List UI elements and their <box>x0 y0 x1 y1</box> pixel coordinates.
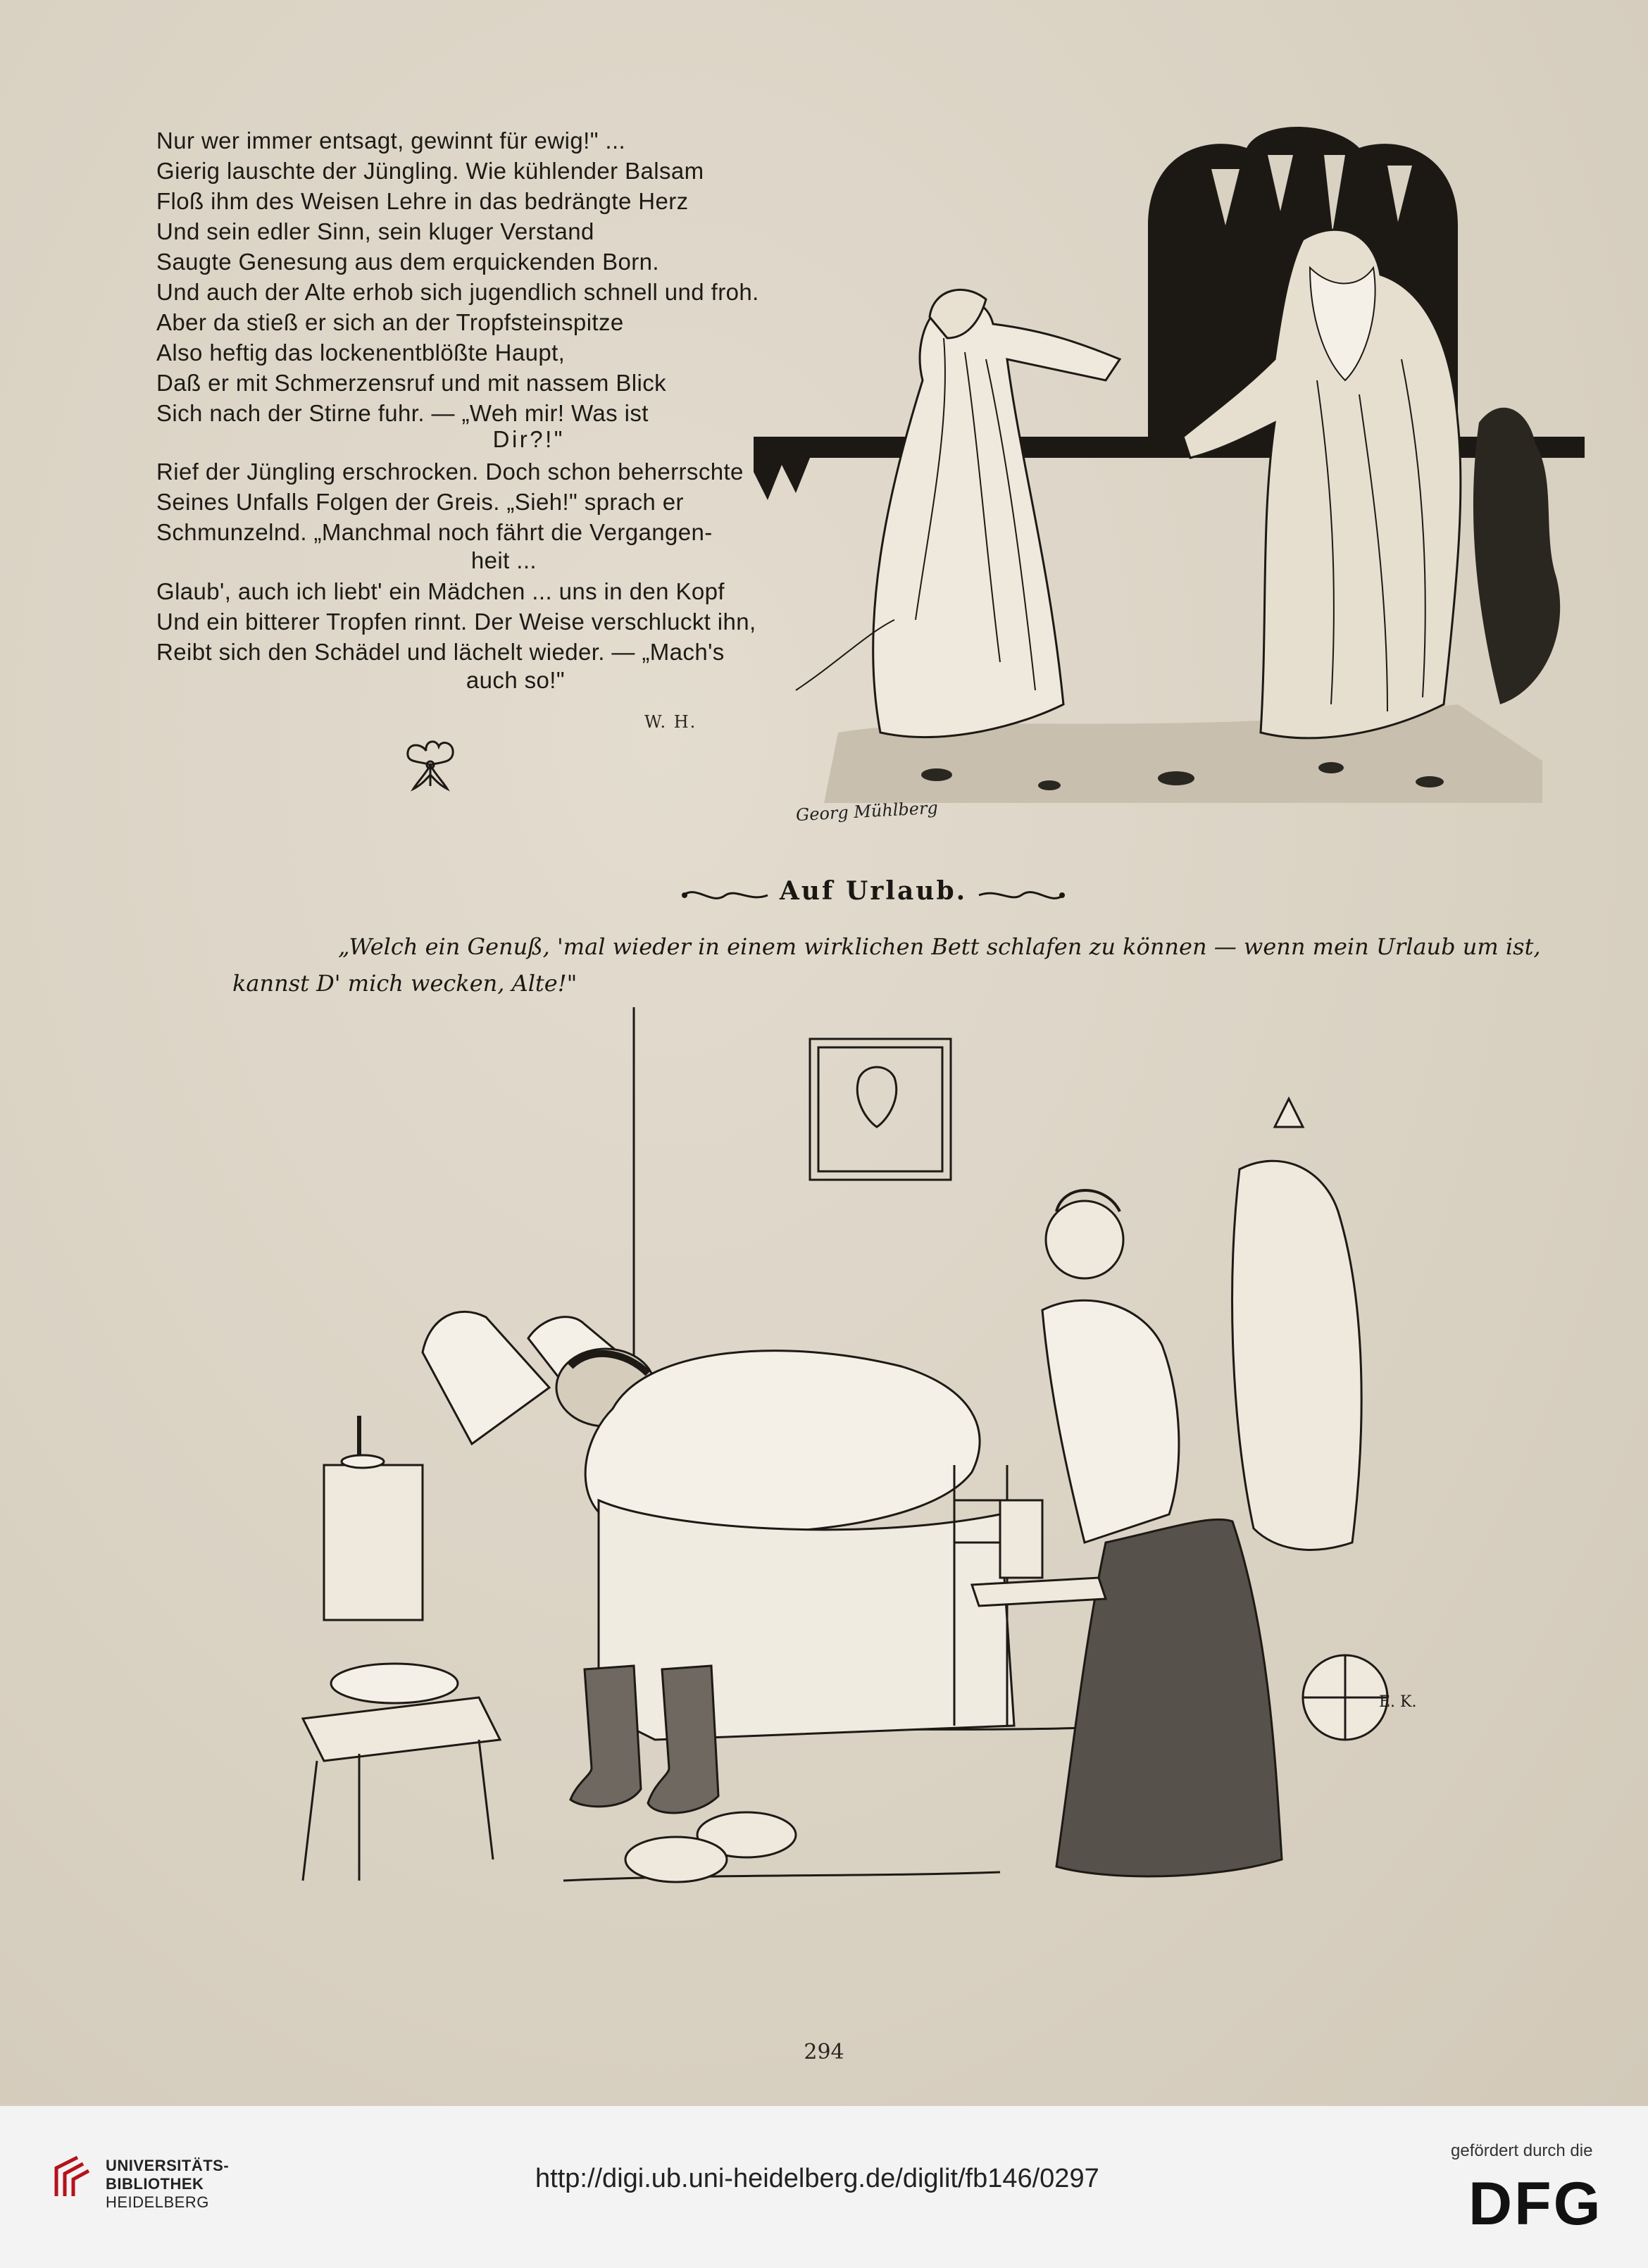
poem-line: Rief der Jüngling erschrocken. Doch schon beherrschte <box>156 459 744 485</box>
poem-line: Reibt sich den Schädel und lächelt wieder. — „Mach's <box>156 639 725 665</box>
poem-line: Saugte Genesung aus dem erquickenden Born. <box>156 249 659 275</box>
poem-line: Seines Unfalls Folgen der Greis. „Sieh!" sprach er <box>156 489 684 515</box>
hermit-and-youth-illustration <box>754 127 1585 838</box>
footer-bar <box>0 2106 1648 2268</box>
poem-line: Gierig lauschte der Jüngling. Wie kühlender Balsam <box>156 158 704 184</box>
poem-line: Glaub', auch ich liebt' ein Mädchen ... uns in den Kopf <box>156 578 725 604</box>
poem-line: auch so!" <box>466 667 565 693</box>
poem-line: Floß ihm des Weisen Lehre in das bedrängte Herz <box>156 188 689 214</box>
library-name-line: HEIDELBERG <box>106 2193 209 2211</box>
caption-line: kannst D' mich wecken, Alte!" <box>232 970 578 997</box>
cartoon-caption <box>232 928 1541 1002</box>
bottom-illustration-signature: E. K. <box>1379 1693 1417 1711</box>
permalink-url[interactable]: http://digi.ub.uni-heidelberg.de/diglit/fb146/0297 <box>535 2164 1099 2193</box>
headline-text: Auf Urlaub. <box>779 876 968 906</box>
poem-line: Sich nach der Stirne fuhr. — „Weh mir! Was ist <box>156 400 649 426</box>
headline <box>676 872 1070 914</box>
poem-line: Und ein bitterer Tropfen rinnt. Der Weise verschluckt ihn, <box>156 609 756 635</box>
poem-signature: W. H. <box>644 712 697 732</box>
library-logo-strokes <box>56 2157 89 2196</box>
soldier-in-bed-cartoon <box>296 1007 1417 1979</box>
cloverleaf-ornament-icon <box>398 733 463 797</box>
poem-line: Und auch der Alte erhob sich jugendlich schnell und froh. <box>156 279 759 305</box>
poem-line: heit ... <box>470 547 537 573</box>
poem-line: Daß er mit Schmerzensruf und mit nassem Blick <box>156 370 667 396</box>
page-number: 294 <box>804 2040 844 2064</box>
poem-line: Schmunzelnd. „Manchmal noch fährt die Vergangen- <box>156 519 713 545</box>
left-flourish-icon <box>676 885 775 906</box>
poem-line: Nur wer immer entsagt, gewinnt für ewig!" ... <box>156 127 626 154</box>
library-name-line: BIBLIOTHEK <box>106 2175 204 2193</box>
funded-by-label: gefördert durch die <box>1451 2141 1593 2160</box>
dfg-logo: DFG <box>1468 2170 1603 2238</box>
right-flourish-icon <box>972 885 1070 906</box>
caption-line: „Welch ein Genuß, 'mal wieder in einem wirklichen Bett schlafen zu können — wenn mein Urlaub um ist, <box>338 933 1541 960</box>
library-name <box>106 2157 229 2212</box>
library-name-line: UNIVERSITÄTS- <box>106 2157 230 2174</box>
poem-line: Dir?!" <box>492 426 565 452</box>
top-illustration-signature: Georg Mühlberg <box>795 797 939 825</box>
poem-line: Und sein edler Sinn, sein kluger Verstand <box>156 218 594 244</box>
poem-line: Aber da stieß er sich an der Tropfsteinspitze <box>156 309 624 335</box>
poem-line: Also heftig das lockenentblößte Haupt, <box>156 339 566 366</box>
library-logo-icon <box>49 2154 92 2203</box>
